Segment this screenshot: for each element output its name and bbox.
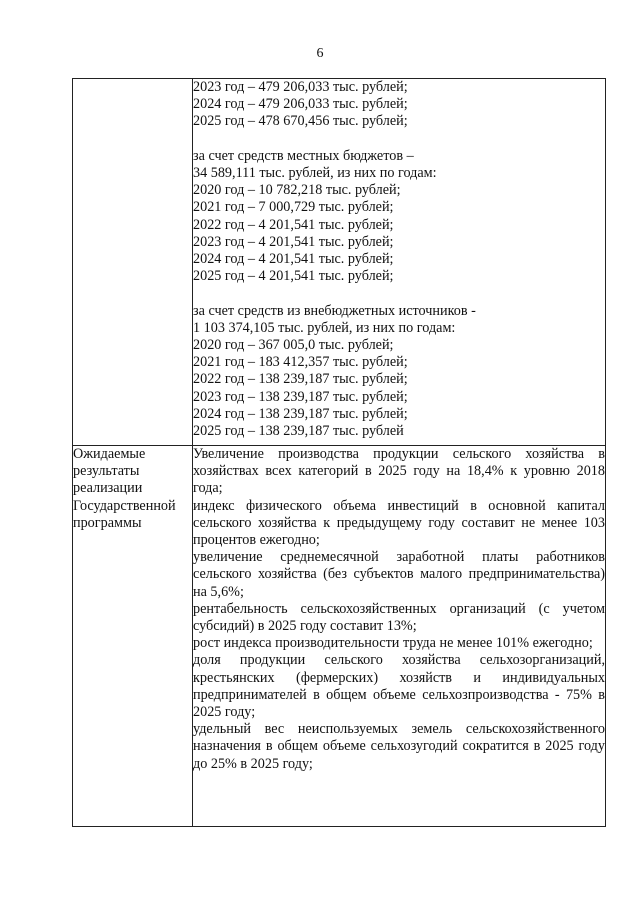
label-line: Государственной xyxy=(73,497,176,514)
local-budget-total: 34 589,111 тыс. рублей, из них по годам: xyxy=(193,165,437,181)
funding-value-cell xyxy=(193,79,606,446)
expected-results-label xyxy=(73,446,193,827)
label-line: реализации xyxy=(73,480,143,497)
result-item: доля продукции сельского хозяйства сельхозорганизаций, крестьянских (фермерских) хозяйств и индивидуальных предпринимателей в общем объеме сельхозпроизводства - 75% в 2025 году; xyxy=(193,652,605,721)
local-year-line: 2024 год – 4 201,541 тыс. рублей; xyxy=(193,251,394,268)
local-year-line: 2021 год – 7 000,729 тыс. рублей; xyxy=(193,199,394,216)
federal-year-line: 2023 год – 479 206,033 тыс. рублей; xyxy=(193,79,408,95)
local-year-line: 2020 год – 10 782,218 тыс. рублей; xyxy=(193,182,401,199)
extrabudgetary-total: 1 103 374,105 тыс. рублей, из них по годам: xyxy=(193,319,456,336)
extrabudgetary-year-line: 2024 год – 138 239,187 тыс. рублей; xyxy=(193,405,408,422)
federal-year-line: 2024 год – 479 206,033 тыс. рублей; xyxy=(193,96,408,113)
extrabudgetary-year-line: 2023 год – 138 239,187 тыс. рублей; xyxy=(193,388,408,405)
result-item: индекс физического объема инвестиций в основной капитал сельского хозяйства к предыдущему году составит не менее 103 процентов ежегодно; xyxy=(193,497,605,549)
funding-row xyxy=(73,79,606,446)
extrabudgetary-year-line: 2020 год – 367 005,0 тыс. рублей; xyxy=(193,337,394,354)
result-item: Увеличение производства продукции сельского хозяйства в хозяйствах всех категорий в 2025 году на 18,4% к уровню 2018 года; xyxy=(193,446,605,497)
label-line: программы xyxy=(73,514,142,531)
extrabudgetary-heading: за счет средств из внебюджетных источников - xyxy=(193,302,476,319)
local-year-line: 2022 год – 4 201,541 тыс. рублей; xyxy=(193,216,394,233)
program-passport-table xyxy=(72,78,606,827)
page-number: 6 xyxy=(316,46,324,61)
local-budget-heading: за счет средств местных бюджетов – xyxy=(193,147,414,164)
local-year-line: 2023 год – 4 201,541 тыс. рублей; xyxy=(193,233,394,250)
local-year-line: 2025 год – 4 201,541 тыс. рублей; xyxy=(193,268,394,285)
result-item: рост индекса производительности труда не менее 101% ежегодно; xyxy=(193,635,593,652)
funding-label-cell xyxy=(73,79,193,446)
paragraph-gap xyxy=(193,131,605,148)
extrabudgetary-year-line: 2021 год – 183 412,357 тыс. рублей; xyxy=(193,354,408,371)
extrabudgetary-year-line: 2025 год – 138 239,187 тыс. рублей xyxy=(193,423,404,440)
result-item: увеличение среднемесячной заработной платы работников сельского хозяйства (без субъектов малого предпринимательства) на 5,6%; xyxy=(193,549,605,600)
result-item: удельный вес неиспользуемых земель сельскохозяйственного назначения в общем объеме сельхозугодий сократится в 2025 году до 25% в 2025 году; xyxy=(193,721,605,772)
expected-results-row xyxy=(73,446,606,827)
label-line: Ожидаемые xyxy=(73,446,146,462)
expected-results-list xyxy=(193,446,606,827)
extrabudgetary-year-line: 2022 год – 138 239,187 тыс. рублей; xyxy=(193,371,408,388)
paragraph-gap xyxy=(193,285,605,302)
label-line: результаты xyxy=(73,463,140,480)
result-item: рентабельность сельскохозяйственных организаций (с учетом субсидий) в 2025 году составит 13%; xyxy=(193,600,605,635)
federal-year-line: 2025 год – 478 670,456 тыс. рублей; xyxy=(193,113,408,130)
